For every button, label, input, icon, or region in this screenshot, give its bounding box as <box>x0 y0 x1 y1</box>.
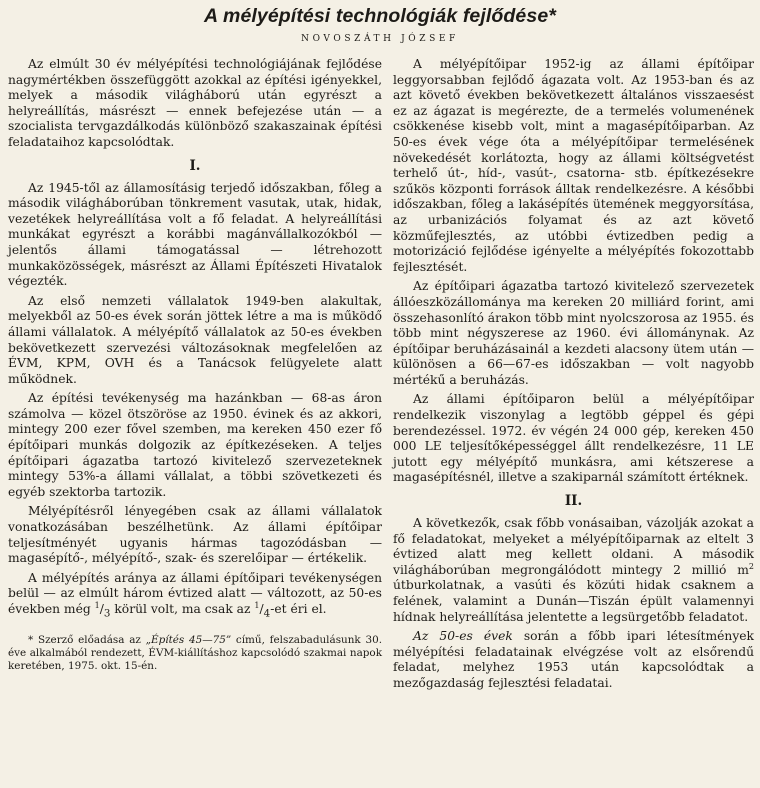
fraction-denominator: 4 <box>263 607 271 620</box>
text-run: során a főbb ipari létesítmények mélyépítési feladatainak elvégzése volt az elsőrendű feladat, melyhez 1953 után kapcsolódtak a mezőgazdaság fejlesztési feladatai. <box>393 629 754 690</box>
fraction-numerator: 1 <box>254 600 260 610</box>
footnote-lead: * Szerző előadása az <box>28 634 146 647</box>
left-column <box>8 57 382 678</box>
text-run: A mélyépítés aránya az állami építőipari tevékenységen belül — az elmúlt három évtized alatt — változott, az 50-es években még <box>8 570 382 616</box>
footnote-rest: című, felszabadulásunk 30. éve alkalmából rendezett, ÉVM-kiállításhoz kapcsolódó szakmai napok keretében, 1975. okt. 15-én. <box>8 634 382 673</box>
footnote-event-title: „Építés 45—75” <box>145 634 232 647</box>
text-run: -et éri el. <box>270 602 327 616</box>
paragraph: A mélyépítőipar 1952-ig az állami építőipar leggyorsabban fejlődő ágazata volt. Az 1953-ban és az azt követő években bekövetkezett általános visszaesést ez az ágazat is megérezte, de a termelés volumenének csökkenése kisebb volt, mint a magasépítőiparban. Az 50-es évek vége óta a mélyépítőipar termelésének növekedését korlátozta, hogy az állami költségvetést terhelő út-, híd-, vasút-, csatorna- stb. építkezésekre szűkös központi források álltak rendelkezésre. A későbbi időszakban, főleg a lakásépítés ütemének meggyorsítása, az urbanizációs folyamat és az azt követő közműfejlesztés, az utóbbi évtizedben pedig a motorizáció fejlődése igényelte a mélyépítés fokozottabb fejlesztését. <box>393 57 754 274</box>
emphasis: Az 50-es évek <box>413 629 513 644</box>
text-run: A következők, csak főbb vonásaiban, vázolják azokat a fő feladatokat, melyeket a mélyépítőiparnak az eltelt 3 évtized alatt meg kellett oldani. A második világháborúban megrongálódott mintegy 2 millió m <box>393 516 754 577</box>
superscript: 2 <box>748 561 754 571</box>
paragraph <box>393 629 754 691</box>
paragraph: Az építőipari ágazatba tartozó kivitelező szervezetek állóeszközállománya ma kereken 20 milliárd forint, ami összehasonlító árakon több mint nyolcszorosa az 1955. és több mint négyszerese az 1960. évi állománynak. Az építőipar beruházásainál a kezdeti alacsony ütem után — különösen a 66—67-es időszakban — volt nagyobb mértékű a beruházás. <box>393 279 754 387</box>
paragraph: A mélyépítés aránya az állami építőipari tevékenységen belül — az elmúlt három évtized alatt — változott, az 50-es években még $^1/_3$ körül volt, ma csak az $^1/_4-et$ éri el. <box>8 570 382 620</box>
article-title: A mélyépítési technológiák fejlődése* <box>204 5 556 27</box>
footnote <box>8 634 382 674</box>
paragraph: Az első nemzeti vállalatok 1949-ben alakultak, melyekből az 50-es évek során jöttek létre a ma is működő állami vállalatok. A mélyépítő vállalatok az 50-es években bekövetkezett szervezési változásoknak megfelelően az ÉVM, KPM, OVH és a Tanácsok felügyelete alatt működnek. <box>8 293 382 386</box>
text-run: útburkolatnak, a vasúti és közúti hidak csaknem a felének, valamint a Dunán—Tiszán épült valamennyi hídnak helyreállítása jelentette a legsürgetőbb feladatot. <box>393 578 754 624</box>
article-author: NOVOSZÁTH JÓZSEF <box>301 34 459 44</box>
fraction-numerator: 1 <box>94 600 100 610</box>
fraction-denominator: 3 <box>103 607 111 620</box>
paragraph: Az építési tevékenység ma hazánkban — 68-as áron számolva — közel ötszöröse az 1950. évinek és az akkori, mintegy 200 ezer fővel szemben, ma kereken 450 ezer fő építőipari munkás dolgozik az építkezéseken. A teljes építőipari ágazatba tartozó kivitelező szervezeteknek mintegy 53%-a állami vállalat, a többi szövetkezeti és egyéb szektorba tartozik. <box>8 391 382 499</box>
section-heading-2: II. <box>564 493 583 510</box>
paragraph: Az 1945-től az államosításig terjedő időszakban, főleg a második világháborúban tönkrement vasutak, utak, hidak, vezetékek helyreállítása volt a fő feladat. A helyreállítási munkákat egyrészt a korábbi magánvállalkozókból — jelentős állami támogatással — létrehozott munkaközösségek, másrészt az Állami Építészeti Hivatalok végezték. <box>8 180 382 289</box>
paragraph: Az elmúlt 30 év mélyépítési technológiájának fejlődése nagymértékben összefüggött azokkal az építési igényekkel, melyek a második világháború után egyrészt a helyreállítás, másrészt — ennek befejezése után — a szocialista tervgazdálkodás különböző szakaszainak építési feladataihoz kapcsolódtak. <box>8 57 382 149</box>
paragraph: Mélyépítésről lényegében csak az állami vállalatok vonatkozásában beszélhetünk. Az állami építőipar teljesítményét ugyanis hármas tagozódásban — magasépítő-, mélyépítő-, szak- és szerelőipar — értékelik. <box>8 504 382 566</box>
right-column <box>393 57 754 696</box>
paragraph <box>393 516 754 625</box>
text-run: körül volt, ma csak az <box>110 602 255 616</box>
section-heading-1: I. <box>189 157 201 174</box>
paragraph: Az állami építőiparon belül a mélyépítőipar rendelkezik viszonylag a legtöbb géppel és gépi berendezéssel. 1972. év végén 24 000 gép, kereken 450 000 LE teljesítőképességgel állt rendelkezésre, 11 LE jutott egy mélyépítő munkásra, ami kétszerese a magasépítésnél, illetve a szakiparnál számított értéknek. <box>393 392 754 485</box>
